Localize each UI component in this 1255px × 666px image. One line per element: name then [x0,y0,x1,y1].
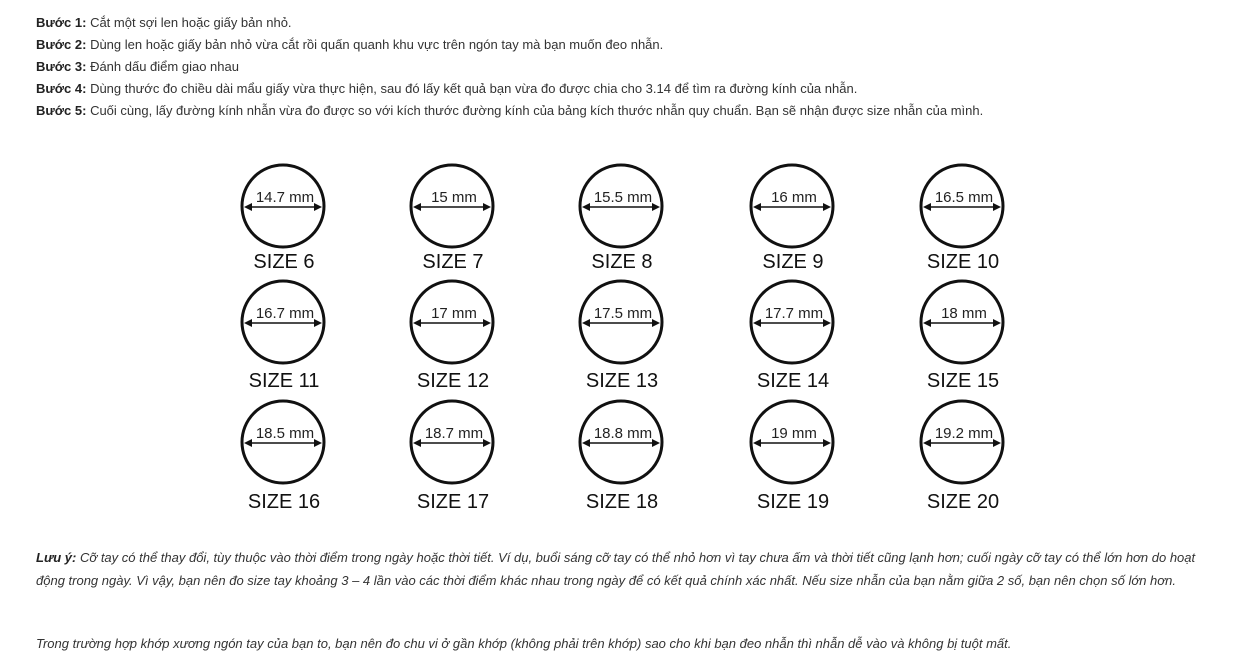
ring-item [411,165,493,273]
ring-circle [751,165,833,247]
ring-diameter-label: 18.8 mm [593,425,653,442]
ring-circle [580,165,662,247]
ring-item [580,401,662,513]
ring-diameter-label: 18.7 mm [424,425,484,442]
ring-diameter-label: 14.7 mm [255,189,315,206]
ring-circle [411,165,493,247]
ring-item [242,401,324,513]
note-paragraph [36,547,1216,592]
ring-item [751,165,833,273]
ring-item [751,401,833,513]
ring-circle [242,281,324,363]
ring-diameter-label: 19 mm [771,425,817,442]
ring-item [921,165,1003,273]
step-3-label: Bước 3: [36,59,87,74]
ring-circle [921,165,1003,247]
step-1-text: Cắt một sợi len hoặc giấy bản nhỏ. [86,15,292,30]
ring-circle [921,401,1003,483]
ring-size-label: SIZE 9 [762,251,824,273]
ring-item [751,281,833,392]
ring-size-label: SIZE 17 [416,491,490,513]
ring-diameter-label: 18 mm [941,305,987,322]
ring-diameter-label: 16.5 mm [934,189,994,206]
ring-size-label: SIZE 10 [926,251,1000,273]
step-2-label: Bước 2: [36,37,87,52]
note-joint-paragraph: Trong trường hợp khớp xương ngón tay của bạn to, bạn nên đo chu vi ở gần khớp (không phải trên khớp) sao cho khi bạn đeo nhẫn thì nhẫn dễ vào và không bị tuột mất. [36,636,1012,651]
ring-circle [751,401,833,483]
step-4-text: Dùng thước đo chiều dài mẩu giấy vừa thực hiện, sau đó lấy kết quả bạn vừa đo được chia cho 3.14 để tìm ra đường kính của nhẫn. [86,81,858,96]
ring-item [411,401,493,513]
ring-circle [411,401,493,483]
ring-diameter-label: 16 mm [771,189,817,206]
ring-diameter-label: 17.5 mm [593,305,653,322]
ring-size-label: SIZE 6 [253,251,315,273]
step-1-label: Bước 1: [36,15,87,30]
ring-size-label: SIZE 12 [416,370,490,392]
step-5-text: Cuối cùng, lấy đường kính nhẫn vừa đo được so với kích thước đường kính của bảng kích thước nhẫn quy chuẩn. Bạn sẽ nhận được size nhẫn của mình. [86,103,984,118]
note-label: Lưu ý: [36,550,77,565]
step-2-text: Dùng len hoặc giấy bản nhỏ vừa cắt rồi quấn quanh khu vực trên ngón tay mà bạn muốn đeo nhẫn. [86,37,664,52]
note-text: Cỡ tay có thể thay đổi, tùy thuộc vào thời điểm trong ngày hoặc thời tiết. Ví dụ, buổi sáng cỡ tay có thể nhỏ hơn vì tay chưa ấm và thời tiết cũng lạnh hơn; cuối ngày cỡ tay có thể lớn hơn do hoạt động trong ngày. Vì vậy, bạn nên đo size tay khoảng 3 – 4 lần vào các thời điểm khác nhau trong ngày để có kết quả chính xác nhất. Nếu size nhẫn của bạn nằm giữa 2 số, bạn nên chọn số lớn hơn. [36,550,1196,588]
ring-diameter-label: 19.2 mm [934,425,994,442]
ring-circle [921,281,1003,363]
ring-diameter-label: 17 mm [431,305,477,322]
ring-circle [242,165,324,247]
ring-size-label: SIZE 16 [247,491,321,513]
ring-item [242,281,324,392]
ring-item [411,281,493,392]
ring-circle [242,401,324,483]
ring-item [921,281,1003,392]
ring-circle [751,281,833,363]
step-4-label: Bước 4: [36,81,87,96]
ring-size-label: SIZE 7 [422,251,484,273]
step-3-text: Đánh dấu điểm giao nhau [86,59,239,74]
ring-size-label: SIZE 8 [591,251,653,273]
ring-circle [580,281,662,363]
ring-diameter-label: 15.5 mm [593,189,653,206]
ring-size-label: SIZE 20 [926,491,1000,513]
ring-size-label: SIZE 14 [756,370,830,392]
step-5-label: Bước 5: [36,103,87,118]
ring-item [580,281,662,392]
ring-size-label: SIZE 15 [926,370,1000,392]
ring-item [921,401,1003,513]
ring-size-label: SIZE 19 [756,491,830,513]
ring-diameter-label: 16.7 mm [255,305,315,322]
ring-diameter-label: 17.7 mm [764,305,824,322]
ring-diameter-label: 15 mm [431,189,477,206]
ring-size-label: SIZE 18 [585,491,659,513]
ring-size-label: SIZE 13 [585,370,659,392]
ring-size-label: SIZE 11 [248,370,320,392]
ring-item [580,165,662,273]
ring-diameter-label: 18.5 mm [255,425,315,442]
ring-circle [580,401,662,483]
ring-circle [411,281,493,363]
ring-item [242,165,324,273]
